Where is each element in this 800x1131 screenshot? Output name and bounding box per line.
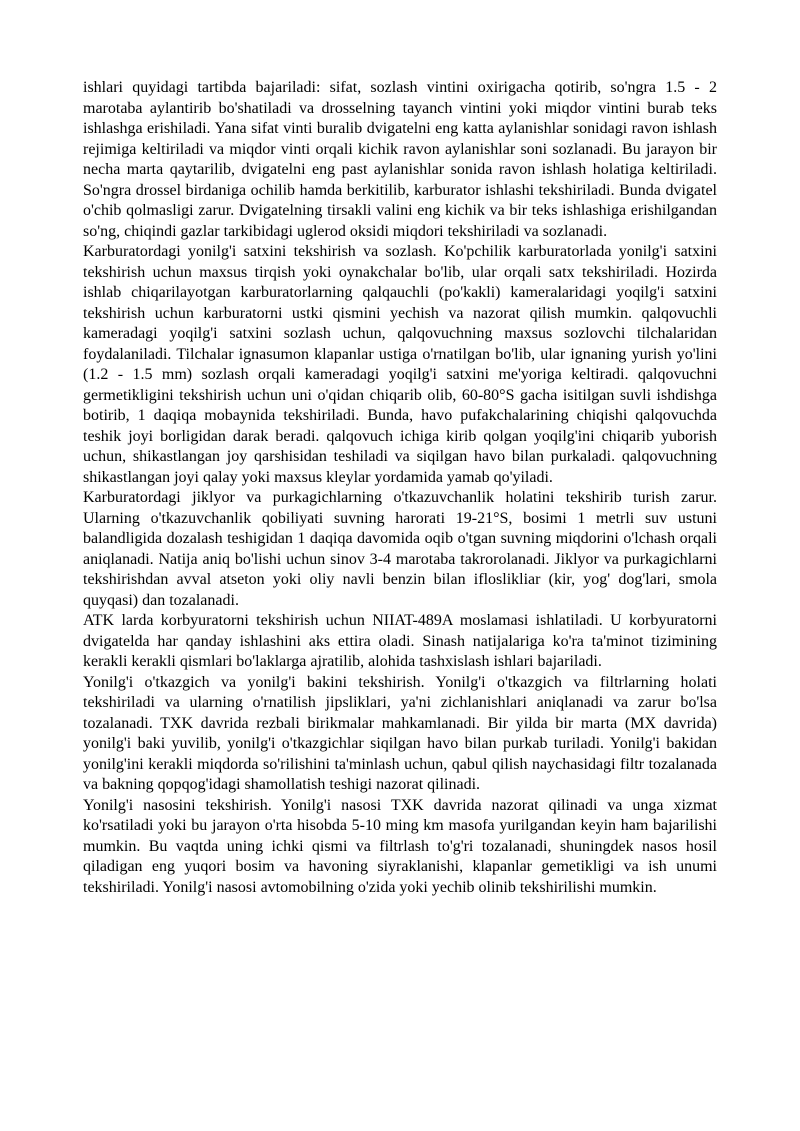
paragraph-fuel-line-tank-check: Yonilg'i o'tkazgich va yonilg'i bakini tekshirish. Yonilg'i o'tkazgich va filtrlarning holati tekshiriladi va ularning o'rnatilish jipsliklari, ya'ni zichlanishlari aniqlanadi va zarur bo'lsa tozalanadi. TXK davrida rezbali birikmalar mahkamlanadi. Bir yilda bir marta (MX davrida) yonilg'i baki yuvilib, yonilg'i o'tkazgichlar siqilgan havo bilan purkab turiladi. Yonilg'i bakidan yonilg'ini kerakli miqdorda so'rilishini ta'minlash uchun, qabul qilish naychasidagi filtr tozalanada va bakning qopqog'idagi shamollatish teshigi nazorat qilinadi. bbox=[83, 673, 717, 793]
paragraph-jets-check: Karburatordagi jiklyor va purkagichlarning o'tkazuvchanlik holatini tekshirib turish zarur. Ularning o'tkazuvchanlik qobiliyati suvning harorati 19-21°S, bosimi 1 metrli suv ustuni balandligida dozalash teshigidan 1 daqiqa davomida oqib o'tgan suvning miqdorini o'lchash orqali aniqlanadi. Natija aniq bo'lishi uchun sinov 3-4 marotaba takrorolanadi. Jiklyor va purkagichlarni tekshirishdan avval atseton yoki oliy navli benzin bilan ifloslikliar (kir, yog' dog'lari, smola quyqasi) dan tozalanadi. bbox=[83, 489, 717, 609]
paragraph-fuel-pump-check: Yonilg'i nasosini tekshirish. Yonilg'i nasosi TXK davrida nazorat qilinadi va unga xizmat ko'rsatiladi yoki bu jarayon o'rta hisobda 5-10 ming km masofa yurilgandan keyin ham bajarilishi mumkin. Bu vaqtda uning ichki qismi va filtrlash to'g'ri tozalanadi, shuningdek nasos hosil qiladigan eng yuqori bosim va havoning siyraklanishi, klapanlar gemetikligi va ish unumi tekshiriladi. Yonilg'i nasosi avtomobilning o'zida yoki yechib olinib tekshirilishi mumkin. bbox=[83, 796, 717, 896]
document-page bbox=[83, 78, 717, 898]
paragraph-carburetor-adjustment: ishlari quyidagi tartibda bajariladi: sifat, sozlash vintini oxirigacha qotirib, so'ngra 1.5 - 2 marotaba aylantirib bo'shatiladi va drosselning tayanch vintini yoki miqdor vintini burab teks ishlashga erishiladi. Yana sifat vinti buralib dvigatelni eng katta aylanishlar sonidagi ravon ishlash rejimiga keltiriladi va miqdor vinti orqali kichik ravon aylanishlar soni sozlanadi. Bu jarayon bir necha marta qaytarilib, dvigatelni eng past aylanishlar sonida ravon ishlash holatiga keltiriladi. So'ngra drossel birdaniga ochilib hamda berkitilib, karburator ishlashi tekshiriladi. Bunda dvigatel o'chib qolmasligi zarur. Dvigatelning tirsakli valini eng kichik va bir teks ishlashiga erishilgandan so'ng, chiqindi gazlar tarkibidagi uglerod oksidi miqdori tekshiriladi va sozlanadi. bbox=[83, 79, 717, 240]
paragraph-niiat-device: ATK larda korbyuratorni tekshirish uchun NIIAT-489A moslamasi ishlatiladi. U korbyuratorni dvigatelda har qanday ishlashini aks ettira oladi. Sinash natijalariga ko'ra ta'minot tizimining kerakli kerakli qismlari bo'laklarga ajratilib, alohida tashxislash ishlari bajariladi. bbox=[83, 612, 717, 670]
paragraph-fuel-level-check: Karburatordagi yonilg'i satxini tekshirish va sozlash. Ko'pchilik karburatorlada yonilg'i satxini tekshirish uchun maxsus tirqish yoki oynakchalar bo'lib, ular orqali satx tekshiriladi. Hozirda ishlab chiqarilayotgan karburatorlarning qalqauchli (po'kakli) kameralaridagi yoqilg'i satxini tekshirish uchun karburatorni ustki qismini yechish va nazorat qilish mumkin. qalqovuchli kameradagi yoqilg'i satxini sozlash uchun, qalqovuchning maxsus sozlovchi tilchalaridan foydalaniladi. Tilchalar ignasumon klapanlar ustiga o'rnatilgan bo'lib, ular ignaning yurish yo'lini (1.2 - 1.5 mm) sozlash orqali kameradagi yoqilg'i satxini me'yoriga keltiradi. qalqovuchni germetikligini tekshirish uchun uni o'qidan chiqarib olib, 60-80°S gacha isitilgan suvli ishdishga botirib, 1 daqiqa mobaynida tekshiriladi. Bunda, havo pufakchalarining chiqishi qalqovuchda teshik joyi borligidan darak beradi. qalqovuch ichiga kirib qolgan yoqilg'ini chiqarib yuborish uchun, shikastlangan joy qarshisidan teshiladi va siqilgan havo bilan purkaladi. qalqovuchning shikastlangan joyi qalay yoki maxsus kleylar yordamida yamab qo'yiladi. bbox=[83, 243, 717, 486]
